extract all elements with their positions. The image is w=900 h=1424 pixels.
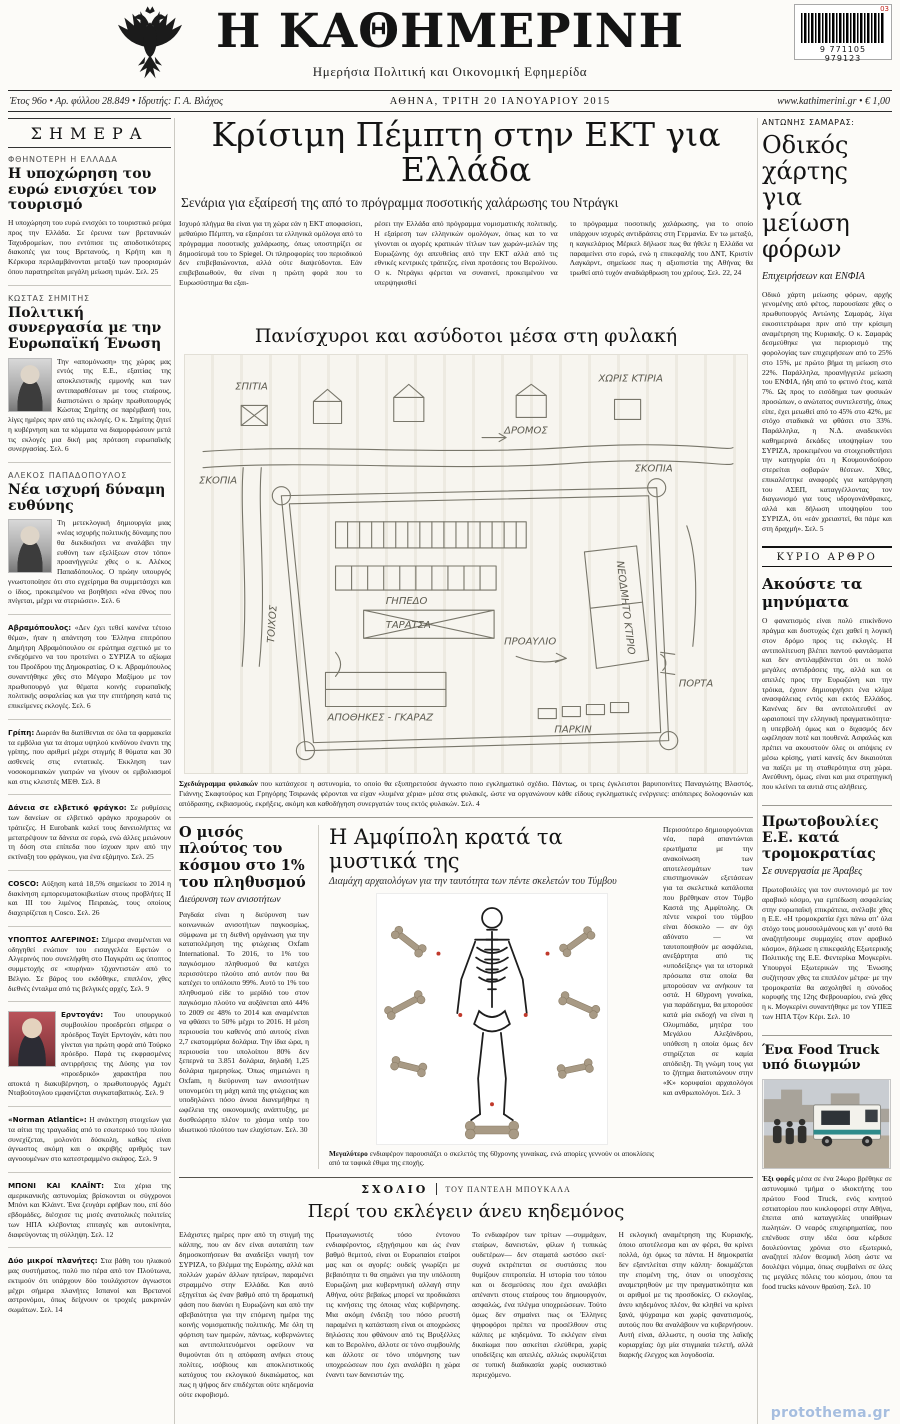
brief-text: Δωρεάν θα διατίθενται σε όλα τα φαρμακεία τα εμβόλια για τα άτομα υψηλού κινδύνου έναντι της γρίπης, που αριθμεί μέχρι στιγμής 8 θύματα και 30 ασθενείς στις εντατικές. Έκκληση των νοσοκομειακών γιατρών να γίνουν οι εμβολιασμοί και στις κλειστές ΜΕΘ. Σελ. 8	[8, 727, 171, 786]
section-divider	[8, 614, 171, 615]
lead-body-col1: Ισχυρό πλήγμα θα είναι για τη χώρα εάν η ΕΚΤ αποφασίσει, μεθαύριο Πέμπτη, να εξαιρέσει τα ελληνικά ομόλογα από το πρόγραμμα ποσοτικής χαλάρωσης, όπως υποστηρίζει σε δημοσίευμά του το Spiegel. Οι πληροφορίες του περιοδικού δεν επιβεβαιώνονται, αλλά ούτε διαψεύδονται. Εάν επιβεβαιωθούν, θα είναι η πρώτη φορά που το Ευρωσύστημα θα εξαι-	[179, 219, 363, 287]
lead-body-col3: το πρόγραμμα ποσοτικής χαλάρωσης, για το οποίο υπάρχουν ισχυρές αντιδράσεις στη Γερμανία. Εν τω μεταξύ, η καγκελάριος Μέρκελ δήλωσε πως θα ήθελε η Ελλάδα να παραμείνει στο ευρώ, ενώ η επικεφαλής του ΔΝΤ, Κριστίν Λαγκάρντ, σημείωσε πως η αξιοπιστία της Αθήνας θα τρωθεί από τυχόν αναδιάρθρωση του χρέους. Σελ. 22, 24	[569, 219, 753, 278]
samaras-story	[762, 118, 892, 533]
header-divider	[436, 1183, 437, 1195]
commentary-section	[179, 1177, 753, 1420]
caption-lead: Μεγαλύτερο	[329, 1148, 368, 1158]
story-kicker: ΚΩΣΤΑΣ ΣΗΜΙΤΗΣ	[8, 293, 90, 303]
section-divider	[8, 462, 171, 463]
prison-caption	[179, 779, 753, 808]
caption-text: μέσα σε ένα 24ωρο βρέθηκε σε αστυνομικό τμήμα ο ιδιοκτήτης του πρώτου Food Truck, ενός κινητού εστιατορίου που κυκλοφορεί στην Αθήνα, έπειτα από καταγγελίες υπαίθριων πωλητών. Ο νεαρός επιχειρηματίας, που επένδυσε στην ιδέα όσα κέρδισε δουλεύοντας χρόνια στο εξωτερικό, αναζητεί πλέον θεσμική λύση ώστε να δουλέψει νόμιμα, όπως συμβαίνει σε όλες τις μεγάλες πόλεις του κόσμου, όπου τα food trucks κάνουν θραύση. Σελ. 10	[762, 1174, 892, 1291]
editorial-body: Ο φανατισμός είναι πολύ επικίνδυνο πράγμα και δυστυχώς έχει χαθεί η λογική στον δρόμο προς τις εκλογές. Η αντιπολίτευση βλέπει παντού φαντάσματα και δεν αντιλαμβάνεται ότι οι πολύ μεγάλες αντιδράσεις της, αλλά και οι απειλές προς την Ευρωζώνη και την τρόικα, έχουν δημιουργήσει ένα κλίμα ανασφάλειας εντός και εκτός Ελλάδος. Κανένας δεν θα αντιπολιτευθεί αν ωραιοποιεί την ελληνική πραγματικότητα· η υπερβολή όμως και ο διχασμός δεν ωφέλησαν ποτέ και πουθενά. Ασφαλώς και πρέπει να ακουστούν όλες οι απόψεις εν μέσω κρίσης, γιατί κανείς δεν δικαιούται να παίζει με τη σταθερότητα στη χώρα. Ανεύθυνη, όμως, είναι και μια στρατηγική που κλείνει τα αυτιά στις αλήθειες.	[762, 616, 892, 792]
section-divider	[8, 926, 171, 927]
story-text: Τη μετεκλογική δημιουργία μιας «νέας ισχυρής πολιτικής δύναμης που θα διεκδικήσει να αναλάβει την ευθύνη των εξελίξεων στον τόπο» προανήγγειλε χθες ο κ. Αλέκος Παπαδόπουλος. Ο πρώην υπουργός γνωστοποίησε ότι στο εγχείρημα θα συμμετάσχει και ο ίδιος, προκειμένου να βοηθήσει «ένα έθνος που πνίγεται, μέχρι να στεριώσει». Σελ. 6	[8, 518, 171, 606]
news-brief-cosco	[8, 879, 171, 918]
commentary-header	[179, 1183, 753, 1196]
editorial-label: ΚΥΡΙΟ ΑΡΘΡΟ	[762, 548, 892, 567]
story-kicker: ΦΘΗΝΟΤΕΡΗ Η ΕΛΛΑΔΑ	[8, 155, 118, 164]
papadopoulos-portrait-photo	[8, 519, 52, 573]
prison-sketch-image	[184, 354, 748, 774]
section-divider	[8, 1001, 171, 1002]
brief-label: ΜΠΟΝΙ ΚΑΙ ΚΛΑΪΝΤ:	[8, 1180, 105, 1190]
section-divider	[8, 719, 171, 720]
news-brief-flu	[8, 728, 171, 787]
column-divider	[174, 118, 175, 1424]
edition-info-right: www.kathimerini.gr • € 1,00	[777, 95, 890, 107]
edition-info-left: Έτος 96ο • Αρ. φύλλου 28.849 • Ιδρυτής: Γ. Α. Βλάχος	[10, 95, 224, 107]
wealth-body: Ραγδαία είναι η διεύρυνση των κοινωνικών ανισοτήτων παγκοσμίως, σύμφωνα με τη διεθνή οργάνωση για την καταπολέμηση της φτώχειας Oxfam International. Το 2016, το 1% του παγκόσμιου πληθυσμού θα κατέχει περισσότερο πλούτο από αυτόν που θα κατέχει το υπόλοιπο 99%. Αυτό το 1% του πληθυσμού είδε το μερίδιό του στον παγκόσμιο πλούτο να αυξάνεται από 44% το 2009 σε 48% το 2014 και αναμένεται να φθάσει το 50% μέχρι το 2016. Η μέση περιουσία του καθενός από αυτούς είναι 2,7 εκατομμύρια δολάρια. Την ίδια ώρα, η περιουσία του υπολοίπου 80% δεν ξεπερνά τα 3.851 δολάρια, δηλαδή 1,25 δολάρια ημερησίως. Όπως σημειώνει η Oxfam, η διεύρυνση των ανισοτήτων υπονομεύει τη μάχη κατά της φτώχειας και υποδηλώνει πόσο άνισα διανεμήθηκε η ωφέλεια της οικονομικής ανάπτυξης, με δυσθεώρητο πλέον το χάσμα υπέρ του ιδιωτικού πλούτου των ελαχίστων. Σελ. 30	[179, 910, 309, 1134]
commentary-col1: Ελάχιστες ημέρες πριν από τη στιγμή της κάλπης, που αν δεν είναι αυταπάτη των δημοσκοπήσεων θα αναδείξει νικητή τον ΣΥΡΙΖΑ, το βλέμμα της Ευρώπης, αλλά και πολλών χωρών άλλων ηπείρων, παραμένει στραμμένο στην Ελλάδα. Και αυτό εξηγείται ώς έναν βαθμό από τη δραματική φάση που διανύει η Ευρωζώνη και από την αβεβαιότητα για την επόμενη ημέρα της κοινής νομισματικής πολιτικής. Με όλη τη φόρτιση των ημερών, πάντως, κυβερνώντες και αντιπολιτευόμενοι οφείλουν να θυμούνται ότι η απόφαση ανήκει στους πολίτες, ισόβιους και αποκλειστικούς κατόχους του εκλογικού δικαιώματος, και πως η ψήφος δεν επιδέχεται ούτε κηδεμονία ούτε εκφοβισμό.	[179, 1229, 314, 1400]
commentary-headline: Περί του εκλέγειν άνευ κηδεμόνος	[307, 1200, 625, 1222]
section-divider	[8, 285, 171, 286]
caption-text: που κατάσχεσε η αστυνομία, το οποίο θα εξυπηρετούσε άγνωστο ποιο εγκληματικό σχέδιο. Πάντως, οι τρεις έγκλειστοι βαρυποινίτες Παναγιώτης Βλαστός, Γιάννης Σκαφτούρος και Γρηγόρης Τσιρωνάς φέρονται να είχαν «λυμένα χέρια» μέσα στις φυλακές, ώστε να οργανώνουν κάθε είδους εγκληματικές ενέργειες: απόπειρες δολοφονιών και απόδρασης, εκβιασμούς, εκρήξεις, ακόμη και καθοδήγηση συνεργατών τους εκτός φυλακών. Σελ. 4	[179, 779, 753, 808]
news-brief-suspect	[8, 935, 171, 994]
prison-headline: Πανίσχυροι και ασύδοτοι μέσα στη φυλακή	[254, 325, 678, 348]
section-divider	[8, 1106, 171, 1107]
brief-text: Η ανάκτηση στοιχείων για τα αίτια της τραγωδίας από το εσωτερικό του πλοίου συνεχίζεται, μολονότι δύσκολη, καθώς είναι άγνωστος ακόμη και ο ακριβής αριθμός των αγνοουμένων στο κατεστραμμένο σκάφος. Σελ. 9	[8, 1115, 171, 1164]
skeleton-bones-image	[376, 893, 608, 1145]
wealth-deck: Διεύρυνση των ανισοτήτων	[179, 895, 281, 906]
skeleton-drawing	[377, 894, 607, 1144]
foodtruck-photo	[762, 1079, 891, 1169]
wealth-inequality-story	[179, 825, 319, 1169]
section-divider	[8, 1172, 171, 1173]
news-brief-planets	[8, 1256, 171, 1315]
story-body: Η υποχώρηση του ευρώ ενισχύει το τουριστικό ρεύμα προς την Ελλάδα. Σε έρευνα των βρετανικών Ταχυδρομείων, που εντόπισε τις αποδοτικότερες διακοπές για τους Βρετανούς, η Κρήτη και η Κέρκυρα περιλαμβάνονται μεταξύ των προορισμών όπου παρατηρείται μεγάλη μείωση τιμών. Σελ. 25	[8, 218, 171, 276]
samaras-body: Οδικό χάρτη μείωσης φόρων, αρχής γενομένης από φέτος, παρουσίασε χθες ο πρωθυπουργός Αντώνης Σαμαράς, λίγα εικοσιτετράωρα πριν από την κρίσιμη αναμέτρηση της Κυριακής. Ο κ. Σαμαράς δεσμεύθηκε για περιορισμό της φορολογίας των επιχειρήσεων από το 25% στο 15%, με πρώτο βήμα τη μείωση στο 22%. Παράλληλα, προανήγγειλε μείωση του ΕΝΦΙΑ, ήδη από το φετινό έτος, κατά 7%. Ως προς το εισόδημα των φυσικών προσώπων, ο ανώτατος συντελεστής, όπως είπε, έχει μειωθεί από το 45% στο 42%, με στόχο σταδιακά να φθάσει στο 33%. Παράλληλα, η Ν.Δ. αναδεικνύει καθημερινά δεκάδες υποψηφίων του ΣΥΡΙΖΑ, προκειμένου να στοιχειοθετήσει την κατηγορία ότι η Κουμουνδούρου στερείται σοβαρών θέσεων. Χθες, επικαλέστηκε αναφορές για κατάργηση του ΑΣΕΠ, καταγγέλλοντας τον διαγωνισμό για τους υδρογονάνθρακες, αλλά και δήλωση υποψηφίου του ΣΥΡΙΖΑ, ότι «εάν χρειαστεί, θα πάμε και στη δραχμή». Σελ. 5	[762, 289, 892, 533]
brief-text: Αύξηση κατά 18,5% σημείωσε το 2014 η διακίνηση εμπορευματοκιβωτίων στους προβλήτες ΙΙ και ΙΙΙ του λιμένος Πειραιώς, τους οποίους διαχειρίζεται η Cosco. Σελ. 26	[8, 878, 171, 918]
section-divider	[8, 794, 171, 795]
sketch-label-field: ΓΗΠΕΔΟ	[385, 596, 428, 608]
sidebar-story-tourism	[8, 155, 171, 277]
erdogan-photo	[8, 1011, 56, 1067]
sidebar-title: ΣΗΜΕΡΑ	[8, 118, 171, 148]
commentary-col3: Το ενδιαφέρον των τρίτων —συμμάχων, εταίρων, δανειστών, φίλων ή τυπικώς ουδετέρων— δεν σταματά ωστόσο εκεί· συχνά εκτρέπεται σε συστάσεις που θυμίζουν επιτροπεία. Η ιστορία του τόπου και οι δεσμεύσεις που έχει αναλάβει απέναντι στους εταίρους του δημιουργούν, ασφαλώς, ένα πλέγμα υποχρεώσεων. Τούτο όμως δεν σημαίνει πως οι Έλληνες ψηφοφόροι πρέπει να προσέλθουν στις κάλπες με κηδεμόνα. Το εκλέγειν είναι δικαίωμα που ασκείται ελεύθερα, χωρίς υποδείξεις και απειλές, αλλιώς εκφυλίζεται σε τυπική διαδικασία χωρίς ουσιαστικό περιεχόμενο.	[472, 1229, 607, 1380]
barcode-issue-number: 03	[880, 5, 889, 13]
brief-label: Δάνεια σε ελβετικό φράγκο:	[8, 803, 127, 813]
kathimerini-eagle-logo-icon	[110, 3, 190, 85]
edition-dateline: ΑΘΗΝΑ, ΤΡΙΤΗ 20 ΙΑΝΟΥΑΡΙΟΥ 2015	[389, 95, 611, 107]
samaras-headline: Οδικός χάρτης για μείωση φόρων	[762, 131, 850, 263]
brief-label: Δύο μικροί πλανήτες:	[8, 1256, 98, 1266]
commentary-col2: Πρωταγωνιστές τόσο έντονου ενδιαφέροντος, εξηγήσιμου και ώς έναν βαθμό θεμιτού, είναι οι Ευρωπαίοι εταίροι μας και οι αγορές: ουδείς γνωρίζει με βεβαιότητα τι θα σημάνει για την υπόλοιπη Ευρωζώνη μια κυβερνητική αλλαγή στην Αθήνα, ούτε βεβαίως μπορεί να προδικάσει τις κινήσεις της όποιας νέας κυβέρνησης. Μια ακόμη ένδειξη του πόσο ρευστή παραμένει η κατάσταση είναι οι αποχρώσες δηλώσεις που φθάνουν από τις Βρυξέλλες και το Βερολίνο, άλλοτε σε τόνο συμβουλής και άλλοτε σε τόνο υπόμνησης των υποχρεώσεων που έχει αναλάβει η χώρα έναντι των δανειστών της.	[325, 1229, 460, 1380]
eu-body: Πρωτοβουλίες για τον συντονισμό με τον αραβικό κόσμο, για εμπέδωση ασφαλείας στην ευρωπαϊκή επικράτεια, ανέλαβε χθες η Ε.Ε. «Η τρομοκρατία έχει πάνω απ’ όλα στόχο τους μουσουλμάνους και γι’ αυτό θα αναζητήσουμε συμμαχίες στον αραβικό κόσμο», δήλωσε η επικεφαλής Εξωτερικής Πολιτικής της Ε.Ε. Φεντερίκα Μογκερίνι. Υπουργοί Εξωτερικών της Ένωσης συζήτησαν χθες τα επιπλέον μέτρα· με την τρομοκρατία θα ασχοληθεί η σύνοδος κορυφής της 12ης Φεβρουαρίου, ενώ χθες η κ. Μογκερίνι συναντήθηκε με τον ΥΠΕΞ των ΗΠΑ Τζον Κέρι. Σελ. 10	[762, 885, 892, 1021]
simitis-portrait-photo	[8, 358, 52, 412]
brief-text: Του υπουργικού συμβουλίου προεδρεύει σήμερα ο πρόεδρος Ταγίπ Ερντογάν, κάτι που γίνεται για πρώτη φορά από Τούρκο πρόεδρο. Παρά τις εκφρασμένες αντιρρήσεις της Δύσης για τον «προεδρικό» χαρακτήρα που αποκτά η διακυβέρνηση, ο πρωθυπουργός Αχμέτ Νταβούτογλου εμφανίζεται συγκαταβατικός. Σελ. 9	[8, 1010, 171, 1098]
brief-label: ΥΠΟΠΤΟΣ ΑΛΓΕΡΙΝΟΣ:	[8, 934, 99, 944]
story-body	[8, 357, 171, 455]
news-brief-avramopoulos	[8, 623, 171, 711]
story-kicker: ΑΛΕΚΟΣ ΠΑΠΑΔΟΠΟΥΛΟΣ	[8, 471, 128, 481]
lead-body	[179, 219, 753, 317]
sidebar-story-simitis	[8, 294, 171, 455]
watermark: protothema.gr	[770, 1405, 890, 1421]
sketch-label-watchtower-left: ΣΚΟΠΙΑ	[199, 475, 238, 487]
amphipolis-caption	[329, 1149, 654, 1167]
brief-text: Στα βάθη του ηλιακού μας συστήματος, πολύ πιο πέρα από τον Πλούτωνα, εκτιμούν ότι υπάρχουν δύο τουλάχιστον άγνωστοι μέχρι σήμερα πλανήτες Ισπανοί και Βρετανοί αστρονόμοι, όπως δείχνουν οι τροχιές μακρινών σωμάτων. Σελ. 14	[8, 1256, 171, 1315]
sketch-label-door: ΠΟΡΤΑ	[678, 678, 714, 690]
eu-deck: Σε συνεργασία με Άραβες	[762, 866, 863, 878]
editorial-box	[762, 546, 892, 792]
commentary-byline: ΤΟΥ ΠΑΝΤΕΛΗ ΜΠΟΥΚΑΛΑ	[445, 1184, 571, 1194]
sketch-label-parking: ΠΑΡΚΙΝ	[554, 724, 592, 736]
brief-label: Αβραμόπουλος:	[8, 623, 72, 633]
foodtruck-caption	[762, 1174, 892, 1291]
newspaper-subtitle: Ημερήσια Πολιτική και Οικονομική Εφημερίδα	[312, 64, 588, 79]
caption-lead: Έξι φορές	[762, 1174, 795, 1184]
samaras-kicker: ΑΝΤΩΝΗΣ ΣΑΜΑΡΑΣ:	[762, 118, 855, 127]
samaras-deck: Επιχειρήσεων και ΕΝΦΙΑ	[762, 270, 865, 282]
news-brief-loans	[8, 803, 171, 862]
amphipolis-story	[319, 825, 753, 1169]
barcode-number: 9 771105 979123	[819, 45, 867, 63]
caption-lead: Σχεδιάγραμμα φυλακών	[179, 779, 258, 789]
commentary-body	[179, 1230, 753, 1420]
brief-label: Ερντογάν:	[61, 1010, 104, 1020]
lead-body-col2: ρέσει την Ελλάδα από πρόγραμμα νομισματικής πολιτικής. Η εξαίρεση των ελληνικών ομολόγων, όπως και το να γίνονται οι αγορές κρατικών τίτλων των χωρών-μελών της Ευρωζώνης όχι απευθείας από την ΕΚΤ αλλά από τις εθνικές κεντρικές τράπεζες, είναι προτάσεις του Βερολίνου. Ο κ. Ντράγκι φέρεται να συναινεί, προκειμένου να υπερψηφισθεί	[374, 219, 558, 287]
sketch-label-new-building: ΝΕΟΔΜΗΤΟ ΚΤΙΡΙΟ	[613, 560, 637, 656]
section-divider	[8, 870, 171, 871]
sketch-label-warehouses: ΑΠΟΘΗΚΕΣ - ΓΚΑΡΑΖ	[327, 712, 434, 724]
sketch-label-rooftop: ΤΑΡΑΤΣΑ	[385, 620, 431, 632]
masthead	[0, 0, 900, 114]
commentary-label: ΣΧΟΛΙΟ	[361, 1182, 429, 1196]
lead-headline: Κρίσιμη Πέμπτη στην ΕΚΤ για Ελλάδα	[211, 118, 721, 189]
amphipolis-deck: Διαμάχη αρχαιολόγων για την ταυτότητα των πέντε σκελετών του Τύμβου	[329, 875, 617, 887]
sketch-label-watchtower-right: ΣΚΟΠΙΑ	[634, 463, 673, 475]
newspaper-title: Η ΚΑΘΗΜΕΡΙΝΗ	[216, 4, 684, 59]
sketch-label-houses: ΣΠΙΤΙΑ	[235, 381, 268, 393]
amphipolis-main	[329, 825, 654, 1169]
news-brief-bonnie-clyde	[8, 1181, 171, 1240]
barcode	[794, 4, 892, 63]
sketch-label-yard: ΠΡΟΑΥΛΙΟ	[504, 636, 557, 648]
foodtruck-headline: Ένα Food Truck υπό διωγμών	[762, 1042, 880, 1073]
brief-text: Σε ρυθμίσεις των δανείων σε ελβετικό φράγκο προχωρούν οι τράπεζες. Η Eurobank καλεί τους δανειολήπτες να μετατρέψουν τα δάνεια σε ευρώ, ενώ άλλες μειώνουν τη δόση στα επίπεδα που ίσχυαν πριν από την εκτίναξη του φράγκου, για ένα εξάμηνο. Σελ. 25	[8, 803, 171, 862]
story-text: Την «απομόνωση» της χώρας μας εντός της Ε.Ε., εξαιτίας της αποκλειστικής εμμονής και των αντιπαραθέσεων με τους εταίρους, διαπιστώνει ο πρώην πρωθυπουργός Κώστας Σημίτης σε παρέμβασή του, λίγες ημέρες πριν από τις εκλογές. Ο κ. Σημίτης ζητεί η κυβέρνηση και τα κόμματα να διαμορφώσουν μετά τις εκλογές μια δική μας πρόταση ευρωπαϊκής συνεργασίας. Σελ. 6	[8, 356, 171, 454]
prison-story	[179, 325, 753, 808]
eagle-icon	[110, 3, 190, 85]
main-column	[179, 118, 753, 1420]
story-headline: Πολιτική συνεργασία με την Ευρωπαϊκή Ένωση	[8, 304, 162, 352]
lead-deck: Σενάρια για εξαίρεσή της από το πρόγραμμα ποσοτικής χαλάρωσης του Ντράγκι	[181, 195, 619, 211]
story-body	[8, 518, 171, 606]
right-column	[762, 118, 892, 1420]
brief-label: COSCO:	[8, 878, 39, 888]
foodtruck-photo-drawing	[763, 1080, 890, 1168]
sketch-label-road: ΔΡΟΜΟΣ	[504, 425, 548, 437]
middle-stories-row	[179, 817, 753, 1169]
brief-text: Στα χέρια της αμερικανικής αστυνομίας βρίσκονται οι σύγχρονοι Μπόνι και Κλάιντ. Ένα ζευγάρι εφήβων που, επί δύο εβδομάδες, διέσχισε τις μισές ανατολικές πολιτείες των ΗΠΑ κλέβοντας επιταγές και αυτοκίνητα, διαφεύγοντας τη σύλληψη. Σελ. 12	[8, 1180, 171, 1239]
caption-text: ενδιαφέρον παρουσιάζει ο σκελετός της 60χρονης γυναίκας, ενώ απορίες γεννούν οι αποκλίσεις από τα ταφικά έθιμα της εποχής.	[329, 1148, 654, 1167]
foodtruck-story	[762, 1035, 892, 1292]
section-divider	[8, 1247, 171, 1248]
lead-story-ecb	[179, 118, 753, 317]
edition-info-bar	[8, 90, 892, 112]
eu-terror-story	[762, 805, 892, 1022]
barcode-bars-icon	[801, 13, 885, 43]
story-headline: Η υποχώρηση του ευρώ ενισχύει τον τουρισμό	[8, 166, 157, 214]
amphipolis-headline: Η Αμφίπολη κρατά τα μυστικά της	[329, 824, 563, 873]
commentary-col4: Η εκλογική αναμέτρηση της Κυριακής, όποιο αποτέλεσμα και αν φέρει, θα κρίνει πολλά, όχι όμως τα πάντα. Η δημοκρατία δεν εξαντλείται στην κάλπη· δοκιμάζεται την επομένη της, όταν οι υποσχέσεις αναμετρηθούν με την πραγματικότητα και οι αριθμοί με τις προσδοκίες. Ο εκλογέας, άνευ κηδεμόνος πλέον, θα κληθεί να κρίνει ξανά, ψύχραιμα και χωρίς φανατισμούς, αυτούς που θα αναλάβουν να κυβερνήσουν. Αυτή είναι, άλλωστε, η ουσία της λαϊκής κυριαρχίας: όχι μία στιγμιαία τελετή, αλλά διαρκής έλεγχος και λογοδοσία.	[618, 1229, 753, 1360]
simera-sidebar	[8, 118, 171, 1420]
sketch-label-wall: ΤΟΙΧΟΣ	[266, 604, 280, 644]
brief-text: «Δεν έχει τεθεί κανένα τέτοιο θέμα», ήταν η απάντηση του Έλληνα επιτρόπου Δημήτρη Αβραμόπουλου σε ερώτημα σχετικό με το ενδεχόμενο να του προτείνει ο ΣΥΡΙΖΑ το αξίωμα του Προέδρου της Δημοκρατίας. Ο κ. Αβραμόπουλος συναντήθηκε χθες στο Μέγαρο Μαξίμου με τον πρωθυπουργό για θέματα κοινής ευρωπαϊκής πολιτικής ασφαλείας και για την επιτήρηση κατά τις επικείμενες εκλογές. Σελ. 6	[8, 623, 171, 711]
sidebar-story-papadopoulos	[8, 471, 171, 606]
column-divider	[757, 118, 758, 1424]
brief-label: Γρίπη:	[8, 727, 35, 737]
prison-sketch-drawing	[185, 355, 747, 773]
wealth-headline: Ο μισός πλούτος του κόσμου στο 1% του πληθυσμού	[179, 823, 306, 891]
eu-headline: Πρωτοβουλίες Ε.Ε. κατά τρομοκρατίας	[762, 813, 879, 862]
story-headline: Νέα ισχυρή δύναμη ευθύνης	[8, 482, 166, 514]
news-brief-erdogan	[8, 1010, 171, 1098]
sketch-label-no-buildings: ΧΩΡΙΣ ΚΤΙΡΙΑ	[598, 373, 663, 385]
amphipolis-body: Περισσότερο δημιουργούνται νέα, παρά απαντώνται ερωτήματα με την ανακοίνωση των αποτελεσμάτων των επιστημονικών εξετάσεων για τα σκελετικά κατάλοιπα που βρέθηκαν στον Τύμβο Καστά της Αμφίπολης. Οι πέντε νεκροί του τύμβου είναι δύσκολο — αν όχι αδύνατο — να ταυτοποιηθούν με ασφάλεια, ανεξάρτητα από τις «υποδείξεις» για τα ιστορικά πρόσωπα στα οποία θα μπορούσαν να ανήκουν τα οστά. Η 60χρονη γυναίκα, για παράδειγμα, θα μπορούσε κατά μία εκδοχή να είναι η Ολυμπιάδα, μητέρα του Μεγάλου Αλεξάνδρου, υπόθεση η οποία όμως δεν στηρίζεται σε καμία απόδειξη. Τη γνώμη τους για το ζήτημα διατυπώνουν στην «Κ» κορυφαίοι αρχαιολόγοι και ανθρωπολόγοι. Σελ. 3	[663, 824, 753, 1097]
brief-text: Σήμερα αναμένεται να οδηγηθεί ενώπιον του εισαγγελέα Εφετών ο Αλγερινός που συνελήφθη στο Παγκράτι ως ύποπτος συμμετοχής σε «πυρήνα» τζιχαντιστών από το Βέλγιο. Σε βάρος του εκδόθηκε, επιπλέον, χθες διεθνές ένταλμα από τις βελγικές αρχές. Σελ. 9	[8, 934, 171, 993]
brief-label: «Norman Atlantic»:	[8, 1115, 87, 1125]
news-brief-norman-atlantic	[8, 1115, 171, 1164]
editorial-headline: Ακούστε τα μηνύματα	[762, 575, 863, 612]
